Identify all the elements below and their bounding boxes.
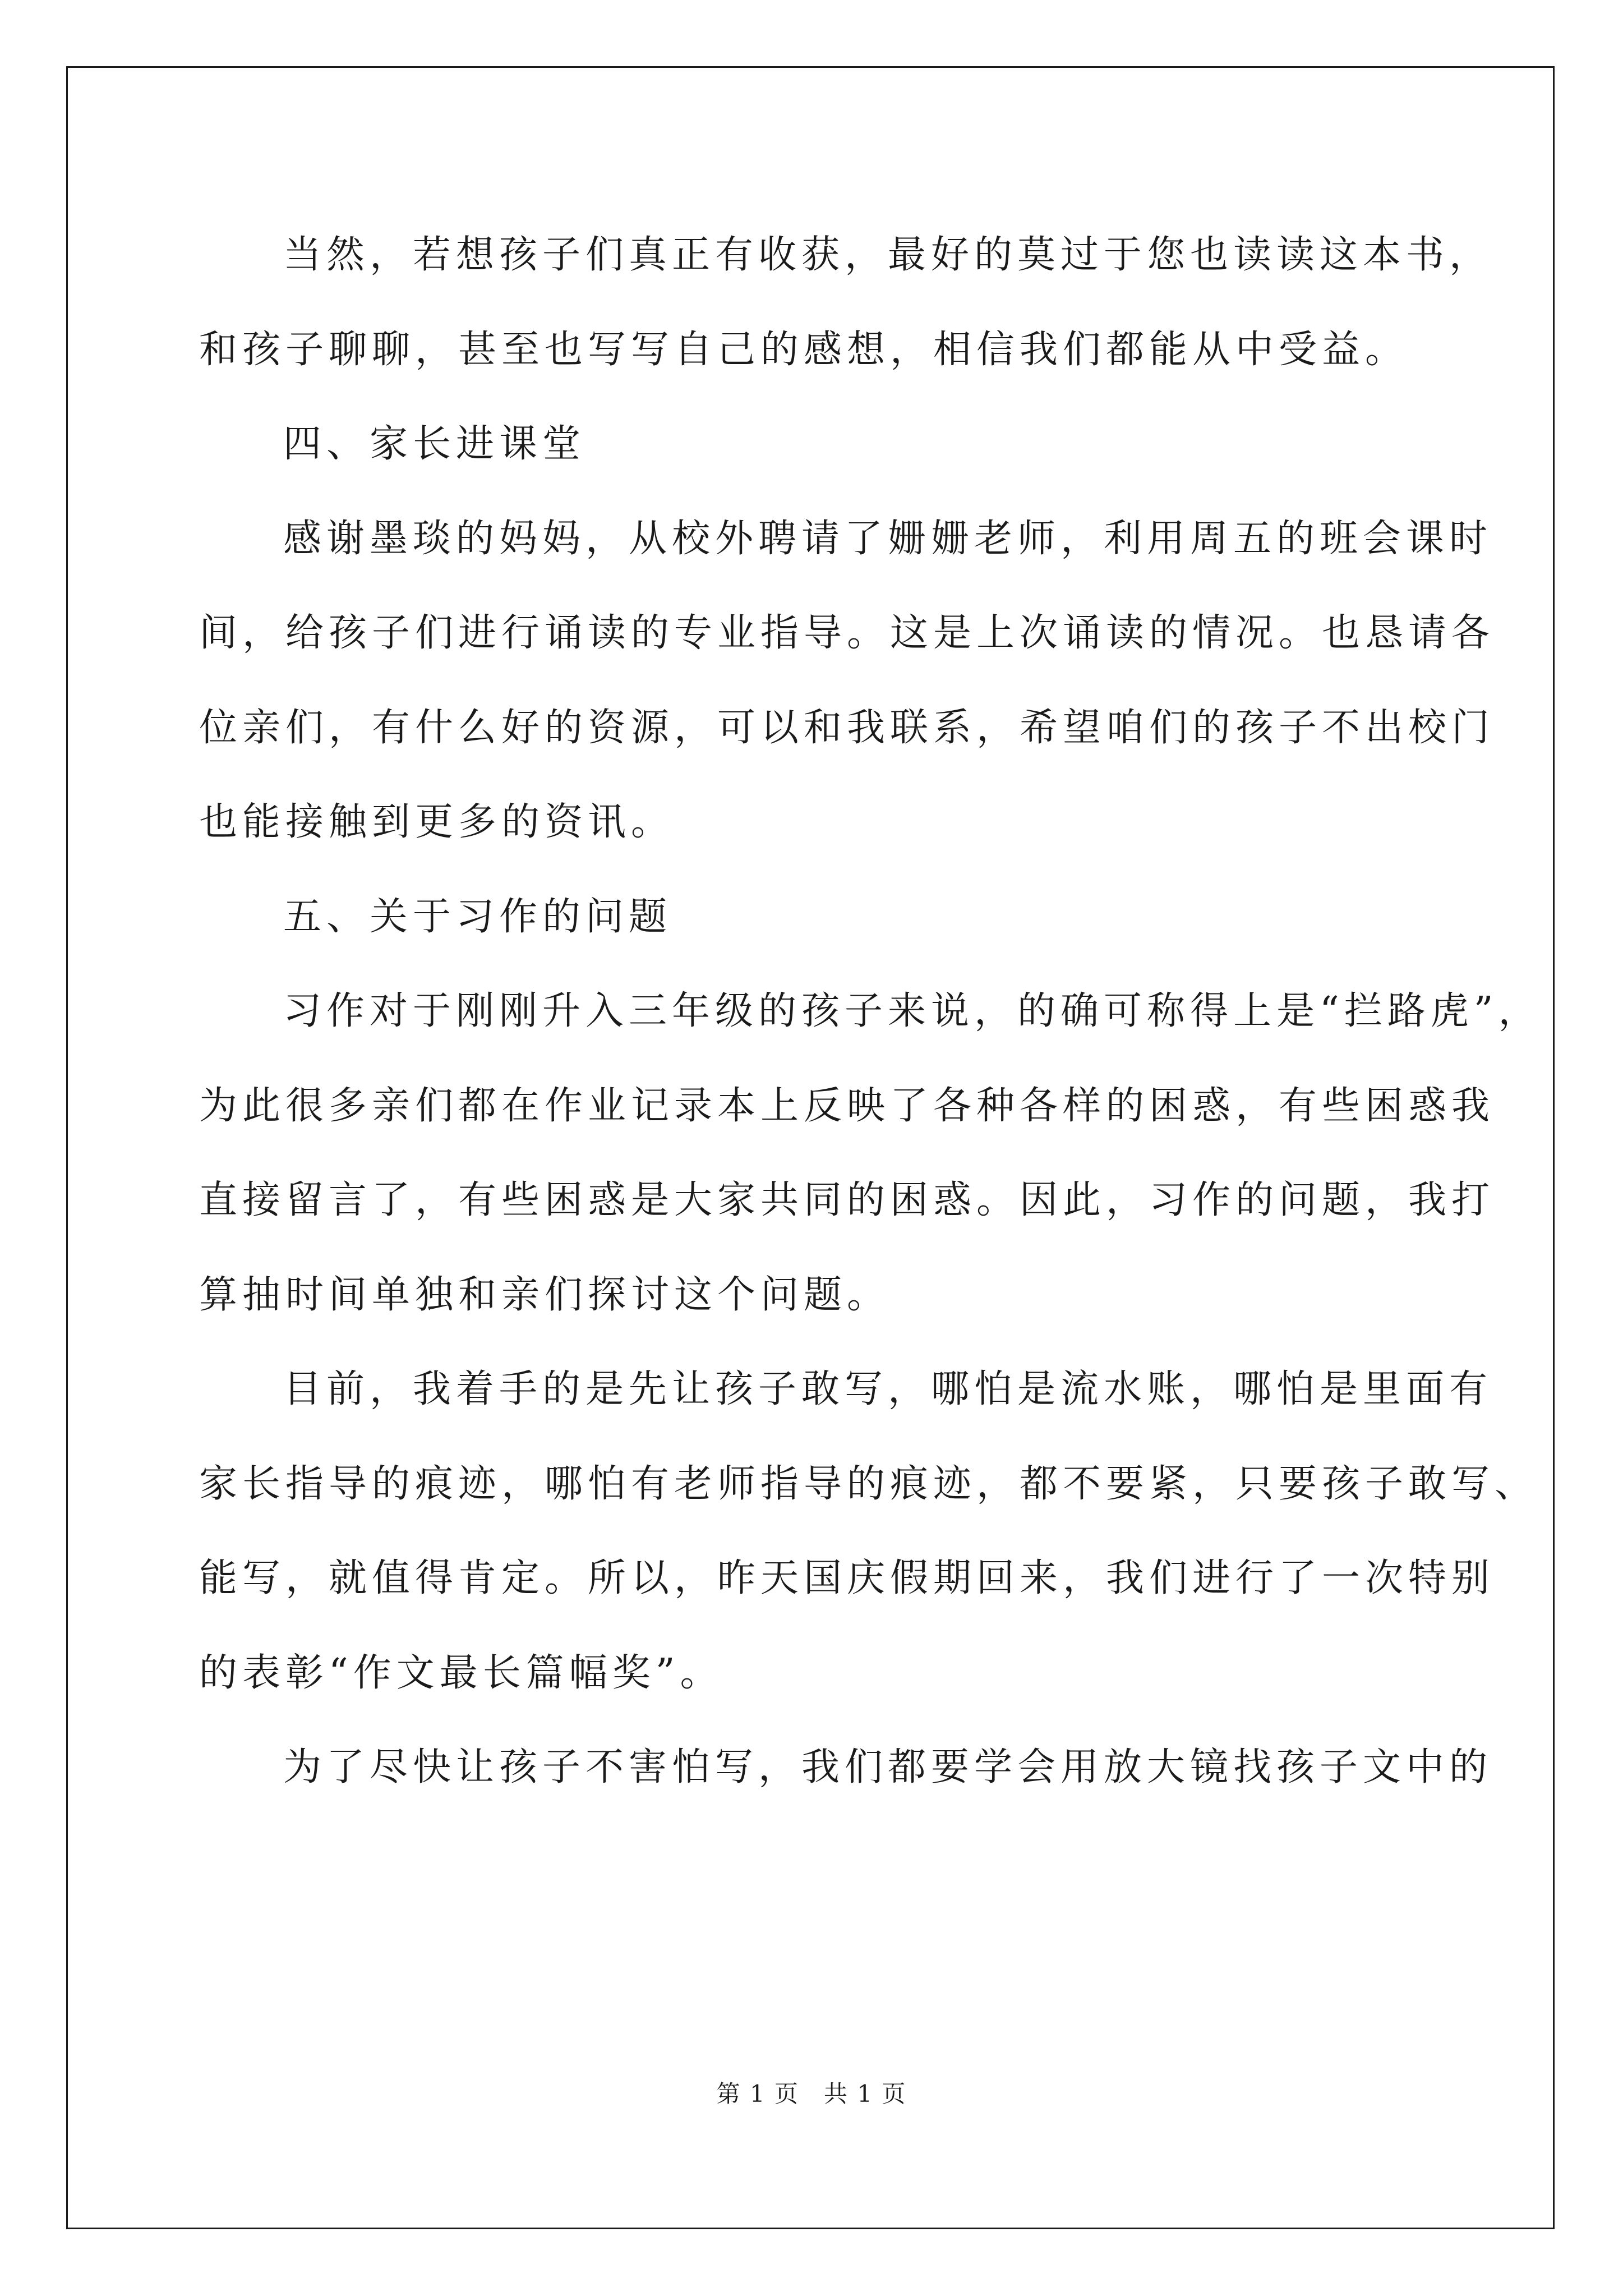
document-body bbox=[199, 213, 1542, 1820]
paragraph-line: 家长指导的痕迹，哪怕有老师指导的痕迹，都不要紧，只要孩子敢写、 bbox=[199, 1461, 1538, 1506]
paragraph-line: 能写，就值得肯定。所以，昨天国庆假期回来，我们进行了一次特别 bbox=[199, 1556, 1495, 1600]
paragraph-line: 的表彰“作文最长篇幅奖”。 bbox=[199, 1650, 723, 1695]
paragraph-line: 习作对于刚刚升入三年级的孩子来说，的确可称得上是“拦路虎”， bbox=[283, 989, 1542, 1033]
paragraph-line: 算抽时间单独和亲们探讨这个问题。 bbox=[199, 1272, 891, 1317]
paragraph-line: 也能接触到更多的资讯。 bbox=[199, 800, 675, 844]
paragraph-line: 目前，我着手的是先让孩子敢写，哪怕是流水账，哪怕是里面有 bbox=[283, 1367, 1493, 1411]
section-heading: 五、关于习作的问题 bbox=[283, 894, 672, 939]
paragraph-line: 为此很多亲们都在作业记录本上反映了各种各样的困惑，有些困惑我 bbox=[199, 1083, 1495, 1128]
paragraph-line: 间，给孩子们进行诵读的专业指导。这是上次诵读的情况。也恳请各 bbox=[199, 611, 1495, 655]
paragraph-line: 感谢墨琰的妈妈，从校外聘请了姗姗老师，利用周五的班会课时 bbox=[283, 516, 1493, 561]
paragraph-line: 当然，若想孩子们真正有收获，最好的莫过于您也读读这本书， bbox=[283, 233, 1493, 277]
paragraph-line: 为了尽快让孩子不害怕写，我们都要学会用放大镜找孩子文中的 bbox=[283, 1745, 1493, 1789]
paragraph-line: 位亲们，有什么好的资源，可以和我联系，希望咱们的孩子不出校门 bbox=[199, 705, 1495, 750]
paragraph-line: 直接留言了，有些困惑是大家共同的困惑。因此，习作的问题，我打 bbox=[199, 1178, 1495, 1222]
section-heading: 四、家长进课堂 bbox=[283, 422, 586, 466]
page-footer: 第 1 页 共 1 页 bbox=[716, 2080, 907, 2108]
paragraph-line: 和孩子聊聊，甚至也写写自己的感想，相信我们都能从中受益。 bbox=[199, 327, 1409, 372]
